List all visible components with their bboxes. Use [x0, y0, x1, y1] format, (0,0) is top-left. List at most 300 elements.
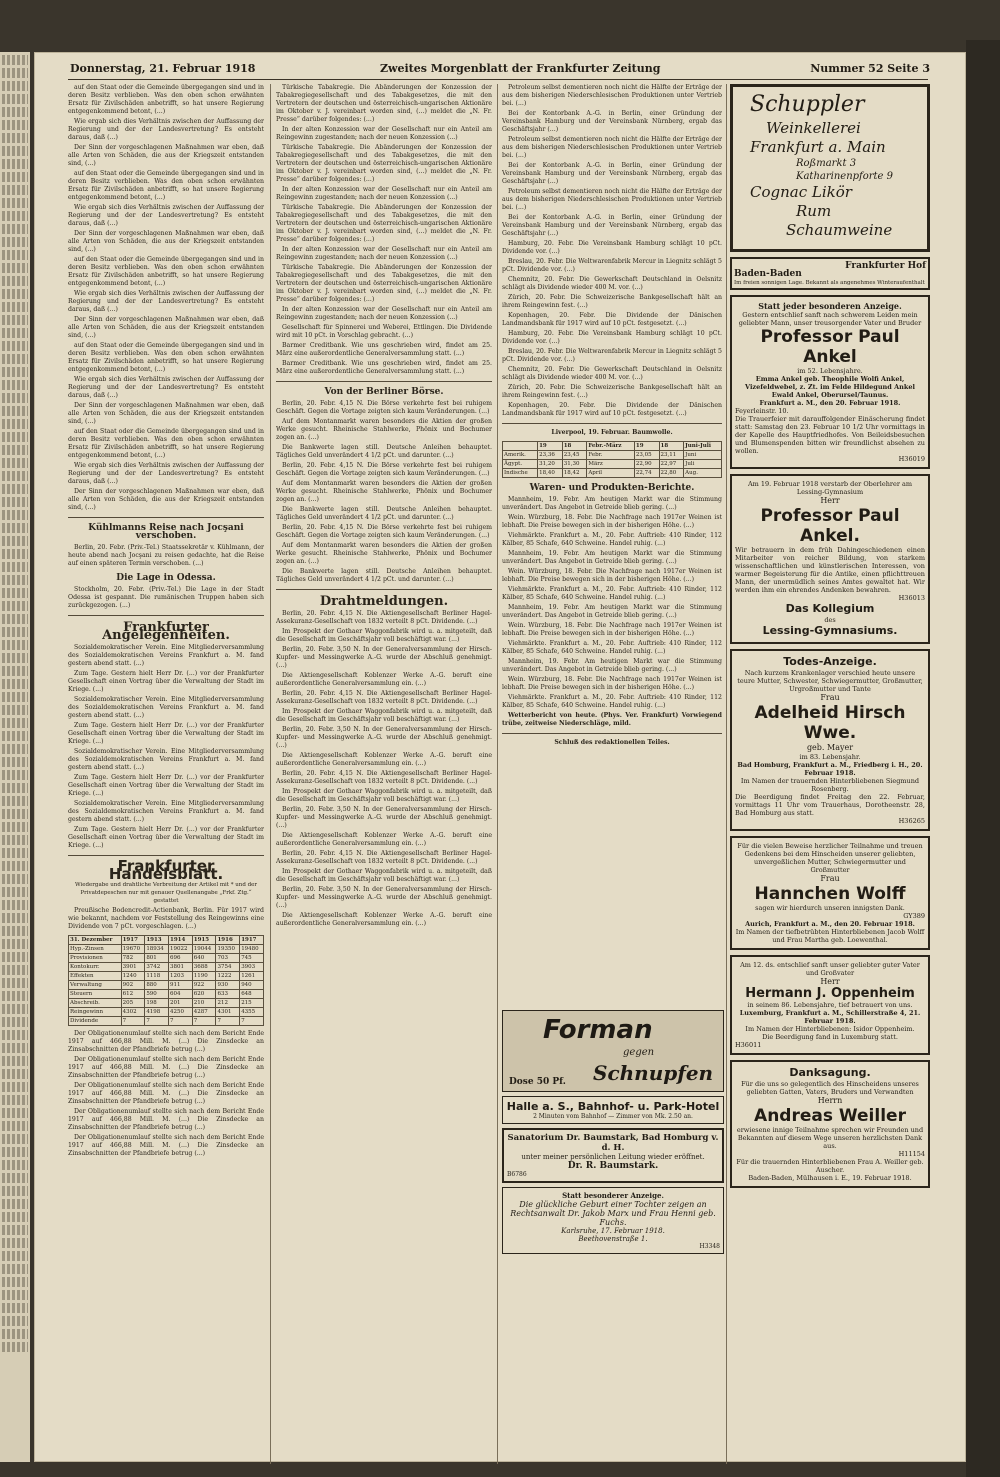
- bodencredit-table-cell: Kontokurr.: [69, 963, 122, 972]
- bodencredit-table-cell: Steuern: [69, 990, 122, 999]
- article-paragraph: auf den Staat oder die Gemeinde übergegangen sind und in deren Besitz verblieben. Was den oben schon erwähnten Ersatz für Zivilschäden anbetrifft, so hat unsere Regierung entgegenkommend betont, (...): [68, 84, 264, 115]
- wolff-family: Im Namen der tiefbetrübten Hinterbliebenen Jacob Wolff und Frau Martha geb. Loewenthal.: [735, 928, 925, 944]
- oppenheim-obituary: [730, 955, 930, 1055]
- opp-name: Hermann J. Oppenheim: [745, 986, 915, 1001]
- liverpool-table-header-cell: Febr.-März: [587, 442, 635, 451]
- adjacent-text-line: [2, 341, 28, 351]
- adjacent-text-line: [2, 796, 28, 806]
- forman-price: Dose 50 Pf.: [509, 1077, 566, 1087]
- adjacent-text-line: [2, 367, 28, 377]
- adjacent-text-line: [2, 848, 28, 858]
- liverpool-table: [502, 441, 722, 478]
- article-paragraph: Berlin, 20. Febr. 4,15 N. Die Aktiengesellschaft Berliner Hagel-Assekuranz-Gesellschaft von 1832 verteilt 8 pCt. Dividende. (...): [276, 610, 492, 625]
- opp-code: H36011: [735, 1041, 762, 1049]
- article-paragraph: Der Obligationenumlauf stellte sich nach dem Bericht Ende 1917 auf 466,88 Mill. M. (...) Die Zinsdecke an Zinsabschnitten der Pfandbriefe betrug (...): [68, 1082, 264, 1105]
- article-paragraph: Viehmärkte. Frankfurt a. M., 20. Febr. Auftrieb: 410 Rinder, 112 Kälber, 85 Schafe, 640 Schweine. Handel ruhig. (...): [502, 586, 722, 601]
- article-paragraph: Berlin, 20. Febr. 3,50 N. In der Generalversammlung der Hirsch-Kupfer- und Messingwerke A.-G. wurde der Abschluß genehmigt. (...): [276, 886, 492, 909]
- adjacent-text-line: [2, 913, 28, 923]
- adjacent-text-line: [2, 159, 28, 169]
- adjacent-text-line: [2, 861, 28, 871]
- halle-hotel-ad: [502, 1096, 724, 1124]
- bodencredit-table-cell: Effekten: [69, 972, 122, 981]
- article-paragraph: Mannheim, 19. Febr. Am heutigen Markt war die Stimmung unverändert. Das Angebot in Getreide blieb gering. (...): [502, 550, 722, 565]
- bodencredit-table-cell: 7: [145, 1017, 169, 1026]
- adjacent-text-line: [2, 1043, 28, 1053]
- adjacent-text-line: [2, 211, 28, 221]
- weiller-intro: Für die uns so gelegentlich des Hinscheidens unseres geliebten Gatten, Vaters, Bruders und Verwandten: [741, 1080, 919, 1096]
- liverpool-table-cell: 23,36: [538, 451, 563, 460]
- adjacent-text-line: [2, 1082, 28, 1092]
- liverpool-table-cell: März: [587, 460, 635, 469]
- article-paragraph: Zum Tage. Gestern hielt Herr Dr. (...) vor der Frankfurter Gesellschaft einen Vortrag über die Verwaltung der Stadt im Kriege. (...): [68, 774, 264, 797]
- birth-ad: [502, 1187, 724, 1254]
- scan-border: [966, 40, 1000, 1477]
- article-paragraph: Mannheim, 19. Febr. Am heutigen Markt war die Stimmung unverändert. Das Angebot in Getreide blieb gering. (...): [502, 658, 722, 673]
- adjacent-text-line: [2, 536, 28, 546]
- liverpool-table-cell: 22,90: [634, 460, 659, 469]
- article-paragraph: auf den Staat oder die Gemeinde übergegangen sind und in deren Besitz verblieben. Was den oben schon erwähnten Ersatz für Zivilschäden anbetrifft, so hat unsere Regierung entgegenkommend betont, (...): [68, 170, 264, 201]
- handelsblatt-note: Wiedergabe und drahtliche Verbreitung der Artikel mit * und der Privatdepeschen nur mit genauer Quellenangabe „Frkf. Ztg.“ gestattet: [74, 882, 258, 904]
- adjacent-text-line: [2, 991, 28, 1001]
- bodencredit-table-cell: 7: [121, 1017, 145, 1026]
- article-paragraph: Die Aktiengesellschaft Koblenzer Werke A.-G. beruft eine außerordentliche Generalversammlung ein. (...): [276, 752, 492, 767]
- article-paragraph: Berlin, 20. Febr. 4,15 N. Die Börse verkehrte fest bei ruhigem Geschäft. Gegen die Vortage zeigten sich kaum Veränderungen. (...): [276, 462, 492, 477]
- sanatorium-sub: unter meiner persönlichen Leitung wieder eröffnet.: [521, 1153, 705, 1161]
- article-paragraph: Chemnitz, 20. Febr. Die Gewerkschaft Deutschland in Oelsnitz schlägt als Dividende wieder 400 M. vor. (...): [502, 276, 722, 291]
- hirsch-family: Im Namen der trauernden Hinterbliebenen Siegmund Rosenberg.: [740, 777, 920, 793]
- article-paragraph: Berlin, 20. Febr. (Priv.-Tel.) Staatssekretär v. Kühlmann, der heute abend nach Jocşani zu reisen gedachte, hat die Reise auf einen späteren Termin verschoben. (...): [68, 544, 264, 567]
- adjacent-text-line: [2, 809, 28, 819]
- article-paragraph: Im Prospekt der Gothaer Waggonfabrik wird u. a. mitgeteilt, daß die Gesellschaft im Geschäftsjahr voll beschäftigt war. (...): [276, 628, 492, 643]
- adjacent-text-line: [2, 81, 28, 91]
- forman-brand: Forman: [543, 1015, 653, 1045]
- adjacent-text-line: [2, 588, 28, 598]
- halle-title: Halle a. S., Bahnhof- u. Park-Hotel: [506, 1100, 720, 1113]
- adjacent-text-line: [2, 614, 28, 624]
- bodencredit-table-cell: 3801: [169, 963, 193, 972]
- sanatorium-sig: Dr. R. Baumstark.: [567, 1161, 659, 1171]
- separator: [502, 423, 722, 424]
- article-paragraph: Berlin, 20. Febr. 4,15 N. Die Aktiengesellschaft Berliner Hagel-Assekuranz-Gesellschaft von 1832 verteilt 8 pCt. Dividende. (...): [276, 770, 492, 785]
- bodencredit-table-cell: 3688: [192, 963, 216, 972]
- ankel2-sig-des: des: [824, 616, 836, 624]
- adjacent-text-line: [2, 1186, 28, 1196]
- article-paragraph: Auf dem Montanmarkt waren besonders die Aktien der großen Werke gesucht. Rheinische Stahlwerke, Phönix und Bochumer zogen an. (...): [276, 418, 492, 441]
- article-paragraph: Wie ergab sich dies Verhältnis zwischen der Auffassung der Regierung und der der Landesvertretung? Es entsteht daraus, daß (...): [68, 462, 264, 485]
- liverpool-table-header-cell: 19: [634, 442, 659, 451]
- adjacent-text-line: [2, 978, 28, 988]
- bodencredit-table-header-cell: 1917: [121, 936, 145, 945]
- article-paragraph: Der Sinn der vorgeschlagenen Maßnahmen war eben, daß alle Arten von Schäden, die aus der Kriegszeit entstanden sind, (...): [68, 488, 264, 511]
- adjacent-text-line: [2, 185, 28, 195]
- forman-gegen: gegen: [623, 1047, 655, 1058]
- adjacent-text-line: [2, 133, 28, 143]
- liverpool-table-cell: 31,30: [562, 460, 587, 469]
- article-paragraph: Türkische Tabakregie. Die Abänderungen der Konzession der Tabakregiegesellschaft und des Tabakgesetzes, die mit den Vertretern der deutschen und österreichisch-ungarischen Aktionäre im Oktober v. J. vereinbart worden sind, (...) meldet die „N. Fr. Presse“ darüber folgendes: (...): [276, 264, 492, 303]
- article-paragraph: Im Prospekt der Gothaer Waggonfabrik wird u. a. mitgeteilt, daß die Gesellschaft im Geschäftsjahr voll beschäftigt war. (...): [276, 708, 492, 723]
- sanatorium-title: Sanatorium Dr. Baumstark, Bad Homburg v. d. H.: [507, 1133, 719, 1153]
- article-paragraph: Gesellschaft für Spinnerei und Weberei, Ettlingen. Die Dividende wird mit 10 pCt. in Vorschlag gebracht. (...): [276, 324, 492, 339]
- liverpool-table-cell: 23,05: [634, 451, 659, 460]
- opp-age: in seinem 86. Lebensjahre, tief betrauert von uns.: [747, 1001, 913, 1009]
- bodencredit-table-cell: 590: [145, 990, 169, 999]
- adjacent-text-line: [2, 627, 28, 637]
- adjacent-text-line: [2, 146, 28, 156]
- wolff-name: Hannchen Wolff: [754, 884, 906, 904]
- wolff-code: GY389: [903, 912, 925, 920]
- hirsch-frau: Frau: [820, 693, 840, 702]
- article-paragraph: Stockholm, 20. Febr. (Priv.-Tel.) Die Lage in der Stadt Odessa ist gespannt. Die rumänischen Truppen haben sich zurückgezogen. (...): [68, 586, 264, 609]
- adjacent-text-line: [2, 94, 28, 104]
- bodencredit-table-cell: 4355: [240, 1008, 264, 1017]
- liverpool-table-cell: 23,45: [562, 451, 587, 460]
- adjacent-text-line: [2, 1277, 28, 1287]
- adjacent-text-line: [2, 1264, 28, 1274]
- article-paragraph: Der Sinn der vorgeschlagenen Maßnahmen war eben, daß alle Arten von Schäden, die aus der Kriegszeit entstanden sind, (...): [68, 230, 264, 253]
- bodencredit-table-cell: 940: [240, 981, 264, 990]
- article-paragraph: Berlin, 20. Febr. 3,50 N. In der Generalversammlung der Hirsch-Kupfer- und Messingwerke A.-G. wurde der Abschluß genehmigt. (...): [276, 646, 492, 669]
- article-paragraph: Die Bankwerte lagen still. Deutsche Anleihen behauptet. Tägliches Geld unverändert 4 1/2 pCt. und darunter. (...): [276, 506, 492, 521]
- headline-odessa: Die Lage in Odessa.: [116, 573, 216, 583]
- article-paragraph: Mannheim, 19. Febr. Am heutigen Markt war die Stimmung unverändert. Das Angebot in Getreide blieb gering. (...): [502, 496, 722, 511]
- article-paragraph: Auf dem Montanmarkt waren besonders die Aktien der großen Werke gesucht. Rheinische Stahlwerke, Phönix und Bochumer zogen an. (...): [276, 542, 492, 565]
- article-paragraph: Barmer Creditbank. Wie uns geschrieben wird, findet am 25. März eine außerordentliche Generalversammlung statt. (...): [276, 360, 492, 375]
- bodencredit-table-cell: 880: [145, 981, 169, 990]
- bodencredit-table-cell: 1190: [192, 972, 216, 981]
- article-paragraph: Berlin, 20. Febr. 4,15 N. Die Aktiengesellschaft Berliner Hagel-Assekuranz-Gesellschaft von 1832 verteilt 8 pCt. Dividende. (...): [276, 690, 492, 705]
- adjacent-text-line: [2, 1095, 28, 1105]
- bodencredit-table-header-cell: 1916: [216, 936, 240, 945]
- sign-line: Katharinenpforte 9: [796, 171, 894, 182]
- article-paragraph: Chemnitz, 20. Febr. Die Gewerkschaft Deutschland in Oelsnitz schlägt als Dividende wieder 400 M. vor. (...): [502, 366, 722, 381]
- bodencredit-table-cell: 18934: [145, 945, 169, 954]
- article-paragraph: Bei der Kontorbank A.-G. in Berlin, einer Gründung der Vereinsbank Hamburg und der Vereinsbank Nürnberg, ergab das Geschäftsjahr (...): [502, 214, 722, 237]
- adjacent-text-line: [2, 1056, 28, 1066]
- adjacent-text-line: [2, 835, 28, 845]
- adjacent-text-line: [2, 653, 28, 663]
- article-paragraph: Wie ergab sich dies Verhältnis zwischen der Auffassung der Regierung und der der Landesvertretung? Es entsteht daraus, daß (...): [68, 118, 264, 141]
- article-paragraph: Auf dem Montanmarkt waren besonders die Aktien der großen Werke gesucht. Rheinische Stahlwerke, Phönix und Bochumer zogen an. (...): [276, 480, 492, 503]
- ankel2-text: Wir betrauern in dem früh Dahingeschiedenen einen Mitarbeiter von reicher Bildung, von starkem wissenschaftlichen und künstlerischen Interessen, von warmer Begeisterung für die Antike, einen pflichttreuen Mann, der unermüdlich seines Amtes gewaltet hat. Wir werden ihm ein ehrendes Andenken bewahren.: [735, 546, 925, 594]
- adjacent-text-line: [2, 224, 28, 234]
- adjacent-text-line: [2, 1147, 28, 1157]
- adjacent-text-line: [2, 432, 28, 442]
- liverpool-table-cell: 22,80: [659, 469, 684, 478]
- adjacent-text-line: [2, 1225, 28, 1235]
- adjacent-text-line: [2, 770, 28, 780]
- article-paragraph: Türkische Tabakregie. Die Abänderungen der Konzession der Tabakregiegesellschaft und des Tabakgesetzes, die mit den Vertretern der deutschen und österreichisch-ungarischen Aktionäre im Oktober v. J. vereinbart worden sind, (...) meldet die „N. Fr. Presse“ darüber folgendes: (...): [276, 144, 492, 183]
- ads-column: [730, 84, 930, 1464]
- sign-line: Roßmarkt 3: [796, 158, 857, 169]
- adjacent-text-line: [2, 406, 28, 416]
- article-paragraph: Sozialdemokratischer Verein. Eine Mitgliederversammlung des Sozialdemokratischen Vereins Frankfurt a. M. fand gestern abend statt. (...): [68, 644, 264, 667]
- hirsch-obituary: [730, 649, 930, 831]
- article-paragraph: Viehmärkte. Frankfurt a. M., 20. Febr. Auftrieb: 410 Rinder, 112 Kälber, 85 Schafe, 640 Schweine. Handel ruhig. (...): [502, 694, 722, 709]
- adjacent-text-line: [2, 1160, 28, 1170]
- forman-schnupfen: Schnupfen: [593, 1061, 714, 1085]
- sign-line: Weinkellerei: [766, 119, 861, 137]
- headline-drahtmeldungen: Drahtmeldungen.: [319, 594, 449, 609]
- adjacent-text-line: [2, 107, 28, 117]
- bodencredit-table-cell: 1118: [145, 972, 169, 981]
- adjacent-text-line: [2, 289, 28, 299]
- bodencredit-table-cell: Reingewinn: [69, 1008, 122, 1017]
- adjacent-text-line: [2, 393, 28, 403]
- article-paragraph: Petroleum selbst dementieren noch nicht die Hälfte der Erträge der aus dem bisherigen Niederschlesischen Produktionen unter Vertrieb bei. (...): [502, 188, 722, 211]
- birth-addr: Beethovenstraße 1.: [578, 1235, 648, 1243]
- adjacent-text-line: [2, 1069, 28, 1079]
- article-paragraph: Die Bankwerte lagen still. Deutsche Anleihen behauptet. Tägliches Geld unverändert 4 1/2 pCt. und darunter. (...): [276, 444, 492, 459]
- article-paragraph: Der Sinn der vorgeschlagenen Maßnahmen war eben, daß alle Arten von Schäden, die aus der Kriegszeit entstanden sind, (...): [68, 316, 264, 339]
- headline-frankfurter-angelegenheiten: Frankfurter Angelegenheiten.: [102, 620, 230, 643]
- article-paragraph: Im Prospekt der Gothaer Waggonfabrik wird u. a. mitgeteilt, daß die Gesellschaft im Geschäftsjahr voll beschäftigt war. (...): [276, 868, 492, 883]
- liverpool-table-header-cell: 19: [538, 442, 563, 451]
- adjacent-text-line: [2, 510, 28, 520]
- adjacent-text-line: [2, 68, 28, 78]
- adjacent-text-line: [2, 302, 28, 312]
- article-paragraph: Sozialdemokratischer Verein. Eine Mitgliederversammlung des Sozialdemokratischen Vereins Frankfurt a. M. fand gestern abend statt. (...): [68, 748, 264, 771]
- adjacent-text-line: [2, 497, 28, 507]
- adjacent-text-line: [2, 484, 28, 494]
- article-paragraph: Wie ergab sich dies Verhältnis zwischen der Auffassung der Regierung und der der Landesvertretung? Es entsteht daraus, daß (...): [68, 290, 264, 313]
- wolff-frau: Frau: [820, 874, 840, 883]
- bodencredit-table-cell: 198: [145, 999, 169, 1008]
- adjacent-text-line: [2, 744, 28, 754]
- adjacent-text-line: [2, 445, 28, 455]
- bodencredit-table-row: [69, 990, 264, 999]
- adjacent-text-line: [2, 1212, 28, 1222]
- weather-report: Wetterbericht von heute. (Phys. Ver. Frankfurt) Vorwiegend trübe, zeitweise Niederschläge, mild.: [502, 712, 722, 727]
- adjacent-text-line: [2, 575, 28, 585]
- bodencredit-table-cell: Verwaltung: [69, 981, 122, 990]
- bodencredit-table-cell: 620: [192, 990, 216, 999]
- bodencredit-table-cell: 3903: [240, 963, 264, 972]
- adjacent-text-line: [2, 1316, 28, 1326]
- bodencredit-table-row: [69, 972, 264, 981]
- bodencredit-table-header-cell: 1915: [192, 936, 216, 945]
- bodencredit-table-cell: 633: [216, 990, 240, 999]
- article-paragraph: Wein. Würzburg, 18. Febr. Die Nachfrage nach 1917er Weinen ist lebhaft. Die Preise bewegen sich in der bisherigen Höhe. (...): [502, 676, 722, 691]
- weiller-code: H11154: [898, 1150, 925, 1158]
- adjacent-text-line: [2, 731, 28, 741]
- weiller-thanks: [730, 1060, 930, 1188]
- hirsch-title: Todes-Anzeige.: [783, 655, 877, 668]
- adjacent-text-line: [2, 172, 28, 182]
- ankel2-name: Professor Paul Ankel.: [760, 506, 900, 546]
- wolff-thanks-text: sagen wir hierdurch unseren innigsten Dank.: [755, 904, 905, 912]
- article-paragraph: Zum Tage. Gestern hielt Herr Dr. (...) vor der Frankfurter Gesellschaft einen Vortrag über die Verwaltung der Stadt im Kriege. (...): [68, 722, 264, 745]
- article-paragraph: Berlin, 20. Febr. 3,50 N. In der Generalversammlung der Hirsch-Kupfer- und Messingwerke A.-G. wurde der Abschluß genehmigt. (...): [276, 726, 492, 749]
- weiller-herr: Herrn: [817, 1096, 843, 1105]
- bodencredit-table-row: [69, 963, 264, 972]
- column-divider: [270, 84, 271, 1464]
- ankel-age: im 52. Lebensjahre.: [797, 367, 863, 375]
- adjacent-text-line: [2, 276, 28, 286]
- adjacent-text-line: [2, 1238, 28, 1248]
- bodencredit-table-cell: 19044: [192, 945, 216, 954]
- adjacent-text-line: [2, 952, 28, 962]
- article-paragraph: Wein. Würzburg, 18. Febr. Die Nachfrage nach 1917er Weinen ist lebhaft. Die Preise bewegen sich in der bisherigen Höhe. (...): [502, 514, 722, 529]
- hirsch-note: Die Beerdigung findet Freitag den 22. Februar, vormittags 11 Uhr vom Trauerhaus, Dorotheenstr. 28, Bad Homburg aus statt.: [735, 793, 925, 817]
- liverpool-table-cell: Ägypt.: [503, 460, 538, 469]
- bodencredit-table-cell: 782: [121, 954, 145, 963]
- liverpool-table-cell: 18,40: [538, 469, 563, 478]
- adjacent-text-line: [2, 523, 28, 533]
- adjacent-text-line: [2, 1030, 28, 1040]
- sign-line: Rum: [796, 202, 832, 220]
- bodencredit-table-cell: 3901: [121, 963, 145, 972]
- bodencredit-table-cell: 1261: [240, 972, 264, 981]
- adjacent-text-line: [2, 900, 28, 910]
- birth-text: Die glückliche Geburt einer Tochter zeigen an Rechtsanwalt Dr. Jakob Marx und Frau Henni geb. Fuchs.: [510, 1200, 716, 1227]
- liverpool-title: Liverpool, 19. Februar. Baumwolle.: [551, 429, 673, 436]
- opp-place: Luxemburg, Frankfurt a. M., Schillerstraße 4, 21. Februar 1918.: [739, 1009, 921, 1025]
- liverpool-table-cell: 23,11: [659, 451, 684, 460]
- column-1: [68, 84, 264, 1464]
- bodencredit-table: [68, 935, 264, 1026]
- article-paragraph: Der Obligationenumlauf stellte sich nach dem Bericht Ende 1917 auf 466,88 Mill. M. (...) Die Zinsdecke an Zinsabschnitten der Pfandbriefe betrug (...): [68, 1056, 264, 1079]
- weiller-text: erwiesene innige Teilnahme sprechen wir Freunden und Bekannten auf diesem Wege unseren herzlichsten Dank aus.: [736, 1126, 924, 1150]
- bodencredit-table-cell: 19670: [121, 945, 145, 954]
- bodencredit-table-cell: 640: [192, 954, 216, 963]
- article-paragraph: In der alten Konzession war der Gesellschaft nur ein Anteil am Reingewinn zugestanden; nach der neuen Konzession (...): [276, 126, 492, 141]
- hirsch-intro: Nach kurzem Krankenlager verschied heute unsere teure Mutter, Schwester, Schwiegermutter, Großmutter, Urgroßmutter und Tante: [737, 669, 923, 693]
- ankel-title: Statt jeder besonderen Anzeige.: [758, 301, 902, 311]
- bodencredit-table-cell: 801: [145, 954, 169, 963]
- bodencredit-table-cell: 210: [192, 999, 216, 1008]
- article-paragraph: Bei der Kontorbank A.-G. in Berlin, einer Gründung der Vereinsbank Hamburg und der Vereinsbank Nürnberg, ergab das Geschäftsjahr (...): [502, 162, 722, 185]
- adjacent-text-line: [2, 939, 28, 949]
- adjacent-text-line: [2, 562, 28, 572]
- hirsch-geb: geb. Mayer: [806, 743, 854, 752]
- headline-handelsblatt: Frankfurter Handelsblatt.: [108, 857, 224, 883]
- bodencredit-table-cell: 4250: [169, 1008, 193, 1017]
- liverpool-table-row: [503, 460, 722, 469]
- article-paragraph: Wie ergab sich dies Verhältnis zwischen der Auffassung der Regierung und der der Landesvertretung? Es entsteht daraus, daß (...): [68, 204, 264, 227]
- article-paragraph: Viehmärkte. Frankfurt a. M., 20. Febr. Auftrieb: 410 Rinder, 112 Kälber, 85 Schafe, 640 Schweine. Handel ruhig. (...): [502, 640, 722, 655]
- adjacent-text-line: [2, 1303, 28, 1313]
- ankel-note: Die Trauerfeier mit darauffolgender Einäscherung findet statt: Samstag den 23. Februar 10 1/2 Uhr vormittags in der Kapelle des Hauptfriedhofes. Von Beileidsbesuchen und Blumenspenden bitten wir freundlichst absehen zu wollen.: [735, 415, 925, 455]
- adjacent-text-line: [2, 1017, 28, 1027]
- adjacent-text-line: [2, 718, 28, 728]
- adjacent-text-line: [2, 380, 28, 390]
- article-paragraph: Wie ergab sich dies Verhältnis zwischen der Auffassung der Regierung und der der Landesvertretung? Es entsteht daraus, daß (...): [68, 376, 264, 399]
- headline-kuehlmann: Kühlmanns Reise nach Jocşani verschoben.: [88, 523, 244, 541]
- article-paragraph: Kopenhagen, 20. Febr. Die Dividende der Dänischen Landmandsbank für 1917 wird auf 10 pCt. festgesetzt. (...): [502, 312, 722, 327]
- liverpool-table-cell: Indische: [503, 469, 538, 478]
- bodencredit-table-cell: 902: [121, 981, 145, 990]
- article-paragraph: Wein. Würzburg, 18. Febr. Die Nachfrage nach 1917er Weinen ist lebhaft. Die Preise bewegen sich in der bisherigen Höhe. (...): [502, 622, 722, 637]
- ankel-intro: Gestern entschlief sanft nach schwerem Leiden mein geliebter Mann, unser treusorgender Vater und Bruder: [738, 311, 922, 327]
- sign-name: Schuppler: [750, 92, 865, 117]
- ankel2-code: H36013: [898, 594, 925, 602]
- liverpool-table-header-cell: Juni-Juli: [684, 442, 722, 451]
- baden-hotel-ad: [730, 257, 930, 290]
- article-paragraph: In der alten Konzession war der Gesellschaft nur ein Anteil am Reingewinn zugestanden; nach der neuen Konzession (...): [276, 306, 492, 321]
- adjacent-text-line: [2, 1121, 28, 1131]
- article-paragraph: Wein. Würzburg, 18. Febr. Die Nachfrage nach 1917er Weinen ist lebhaft. Die Preise bewegen sich in der bisherigen Höhe. (...): [502, 568, 722, 583]
- adjacent-text-line: [2, 705, 28, 715]
- article-paragraph: Die Bankwerte lagen still. Deutsche Anleihen behauptet. Tägliches Geld unverändert 4 1/2 pCt. und darunter. (...): [276, 568, 492, 583]
- ankel-school-obituary: [730, 474, 930, 644]
- bodencredit-table-cell: 1240: [121, 972, 145, 981]
- sign-line: Cognac Likör: [750, 183, 852, 201]
- adjacent-text-line: [2, 1173, 28, 1183]
- article-paragraph: Preußische Bodencredit-Actienbank, Berlin. Für 1917 wird wie bekannt, nachdem vor Feststellung des Reingewinns eine Dividende von 7 pCt. vorgeschlagen. (...): [68, 907, 264, 930]
- article-paragraph: In der alten Konzession war der Gesellschaft nur ein Anteil am Reingewinn zugestanden; nach der neuen Konzession (...): [276, 246, 492, 261]
- article-paragraph: Im Prospekt der Gothaer Waggonfabrik wird u. a. mitgeteilt, daß die Gesellschaft im Geschäftsjahr voll beschäftigt war. (...): [276, 788, 492, 803]
- bodencredit-table-header-cell: 1917: [240, 936, 264, 945]
- adjacent-text-line: [2, 1342, 28, 1352]
- liverpool-table-header-cell: 18: [659, 442, 684, 451]
- bodencredit-table-cell: 7: [169, 1017, 193, 1026]
- bodencredit-table-cell: 215: [240, 999, 264, 1008]
- adjacent-text-line: [2, 887, 28, 897]
- article-paragraph: Zürich, 20. Febr. Die Schweizerische Bankgesellschaft hält an ihrem Reingewinn fest. (...): [502, 294, 722, 309]
- separator: [276, 589, 492, 590]
- ankel-place: Frankfurt a. M., den 20. Februar 1918.: [759, 399, 901, 407]
- hirsch-name: Adelheid Hirsch Wwe.: [754, 703, 906, 743]
- adjacent-text-line: [2, 757, 28, 767]
- adjacent-text-line: [2, 120, 28, 130]
- bodencredit-table-cell: 696: [169, 954, 193, 963]
- baden-sub: Im freien sonnigen Lage. Bekannt als angenehmes Winteraufenthalt: [734, 280, 925, 286]
- bodencredit-table-cell: 212: [216, 999, 240, 1008]
- article-paragraph: auf den Staat oder die Gemeinde übergegangen sind und in deren Besitz verblieben. Was den oben schon erwähnten Ersatz für Zivilschäden anbetrifft, so hat unsere Regierung entgegenkommend betont, (...): [68, 428, 264, 459]
- article-paragraph: Berlin, 20. Febr. 3,50 N. In der Generalversammlung der Hirsch-Kupfer- und Messingwerke A.-G. wurde der Abschluß genehmigt. (...): [276, 806, 492, 829]
- adjacent-text-line: [2, 640, 28, 650]
- article-paragraph: auf den Staat oder die Gemeinde übergegangen sind und in deren Besitz verblieben. Was den oben schon erwähnten Ersatz für Zivilschäden anbetrifft, so hat unsere Regierung entgegenkommend betont, (...): [68, 256, 264, 287]
- adjacent-text-line: [2, 458, 28, 468]
- article-paragraph: Bei der Kontorbank A.-G. in Berlin, einer Gründung der Vereinsbank Hamburg und der Vereinsbank Nürnberg, ergab das Geschäftsjahr (...): [502, 110, 722, 133]
- liverpool-table-header-cell: 18: [562, 442, 587, 451]
- bodencredit-table-cell: 911: [169, 981, 193, 990]
- sign-line: Frankfurt a. Main: [750, 138, 886, 156]
- end-of-editorial: Schluß des redaktionellen Teiles.: [554, 739, 670, 746]
- baden-hotel: Frankfurter Hof: [845, 261, 926, 271]
- article-paragraph: Berlin, 20. Febr. 4,15 N. Die Aktiengesellschaft Berliner Hagel-Assekuranz-Gesellschaft von 1832 verteilt 8 pCt. Dividende. (...): [276, 850, 492, 865]
- bodencredit-table-cell: 3754: [216, 963, 240, 972]
- adjacent-text-line: [2, 471, 28, 481]
- adjacent-text-line: [2, 601, 28, 611]
- article-paragraph: Türkische Tabakregie. Die Abänderungen der Konzession der Tabakregiegesellschaft und des Tabakgesetzes, die mit den Vertretern der deutschen und österreichisch-ungarischen Aktionäre im Oktober v. J. vereinbart worden sind, (...) meldet die „N. Fr. Presse“ darüber folgendes: (...): [276, 84, 492, 123]
- bodencredit-table-cell: 745: [240, 954, 264, 963]
- bodencredit-table-row: [69, 999, 264, 1008]
- liverpool-table-cell: 22,74: [634, 469, 659, 478]
- adjacent-text-line: [2, 1004, 28, 1014]
- ankel2-sig: Das Kollegium: [785, 602, 875, 615]
- adjacent-text-line: [2, 926, 28, 936]
- bodencredit-table-cell: 7: [240, 1017, 264, 1026]
- article-paragraph: Hamburg, 20. Febr. Die Vereinsbank Hamburg schlägt 10 pCt. Dividende vor. (...): [502, 330, 722, 345]
- bodencredit-table-cell: 201: [169, 999, 193, 1008]
- bodencredit-table-cell: 3742: [145, 963, 169, 972]
- wolff-thanks: [730, 836, 930, 950]
- bodencredit-table-cell: Abschreib.: [69, 999, 122, 1008]
- liverpool-table-cell: 31,20: [538, 460, 563, 469]
- liverpool-table-row: [503, 451, 722, 460]
- adjacent-text-line: [2, 1134, 28, 1144]
- bodencredit-table-cell: 930: [216, 981, 240, 990]
- adjacent-text-line: [2, 328, 28, 338]
- adjacent-text-line: [2, 1199, 28, 1209]
- ankel2-sig-school: Lessing-Gymnasiums.: [762, 624, 898, 637]
- article-paragraph: Der Sinn der vorgeschlagenen Maßnahmen war eben, daß alle Arten von Schäden, die aus der Kriegszeit entstanden sind, (...): [68, 144, 264, 167]
- bodencredit-table-cell: 4287: [192, 1008, 216, 1017]
- forman-ad: [502, 1010, 724, 1092]
- bodencredit-table-cell: 1222: [216, 972, 240, 981]
- opp-herr: Herr: [820, 977, 840, 986]
